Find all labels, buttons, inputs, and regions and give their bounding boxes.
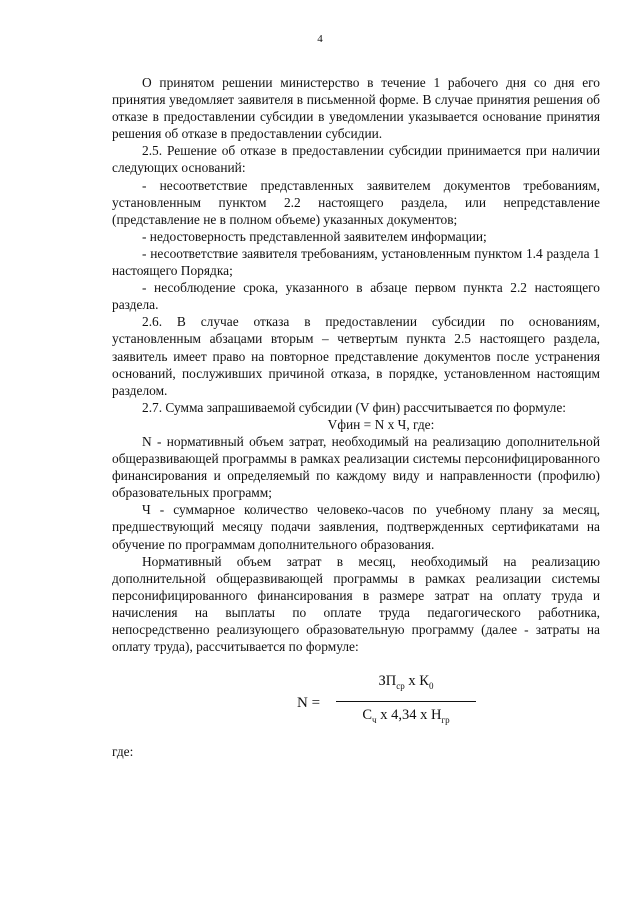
paragraph-notification: О принятом решении министерство в течение 1 рабочего дня со дня его принятия уведомляет заявителя в письменной форме. В случае принятия решения об отказе в предоставлении субсидии в уведомлении указывается основание принятия решения об отказе в предоставлении субсидии. (112, 75, 600, 142)
formula-n (112, 673, 600, 743)
formula-denominator: $С_ч$ х 4,34 х $Н_{гр}$ (362, 707, 450, 726)
formula-vfin: Vфин = N х Ч, где: (327, 416, 435, 432)
definition-n: N - нормативный объем затрат, необходимый на реализацию дополнительной общеразвивающей программы в рамках реализации системы персонифицированного финансирования и определяемый по каждому виду и направленности (профилю) образовательных программ; (112, 433, 600, 501)
formula-numerator: $ЗП_{ср}$ х $К_0$ (378, 673, 434, 692)
list-item-deadline: - несоблюдение срока, указанного в абзаце первом пункта 2.2 настоящего раздела. (112, 280, 600, 313)
list-item-unreliable-info: - недостоверность представленной заявителем информации; (142, 228, 487, 244)
list-item-requirements: - несоответствие заявителя требованиям, установленным пунктом 1.4 раздела 1 настоящего Порядка; (112, 245, 600, 279)
page-number: 4 (317, 33, 323, 45)
list-item-documents: - несоответствие представленных заявителем документов требованиям, установленным пунктом 2.2 настоящего раздела, или непредставление (представление не в полном объеме) указанных документов; (112, 177, 600, 227)
document-body (112, 74, 600, 760)
formula-n-lhs: N = (297, 695, 321, 712)
formula-fraction (336, 673, 476, 729)
paragraph-2-5: 2.5. Решение об отказе в предоставлении субсидии принимается при наличии следующих оснований: (112, 143, 600, 176)
paragraph-2-7: 2.7. Сумма запрашиваемой субсидии (V фин) рассчитывается по формуле: (142, 399, 567, 415)
paragraph-normative-cost: Нормативный объем затрат в месяц, необходимый на реализацию дополнительной общеразвивающей программы в рамках реализации системы персонифицированного финансирования в размере затрат на оплату труда и начисления на выплаты по оплате труда педагогического работника, непосредственно реализующего образовательную программу (далее - затраты на оплату труда), рассчитывается по формуле: (112, 553, 600, 655)
paragraph-2-6: 2.6. В случае отказа в предоставлении субсидии по основаниям, установленным абзацами вторым – четвертым пункта 2.5 настоящего раздела, заявитель имеет право на повторное представление документов после устранения оснований, послуживших причиной отказа, в порядке, установленном настоящим разделом. (112, 314, 600, 398)
where-label: где: (112, 744, 134, 760)
definition-ch: Ч - суммарное количество человеко-часов по учебному плану за месяц, предшествующий месяцу подачи заявления, подтвержденных сертификатами на обучение по программам дополнительного образования. (112, 502, 600, 552)
